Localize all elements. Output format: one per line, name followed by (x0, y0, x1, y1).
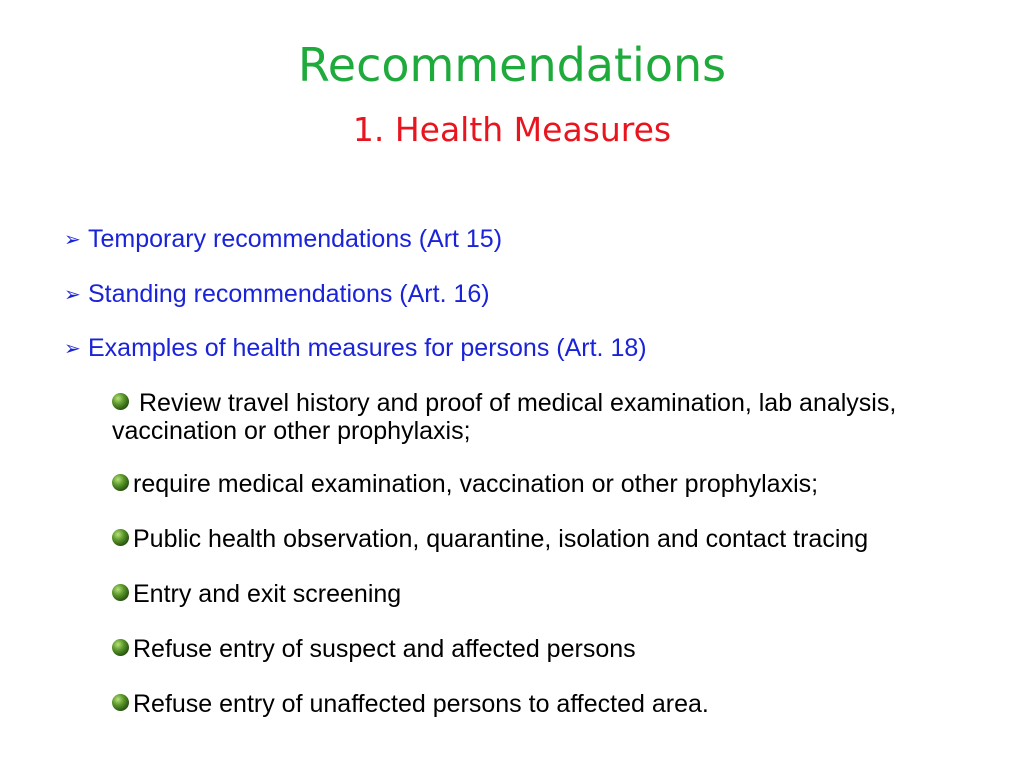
bullet-standing-recommendations (64, 279, 490, 310)
green-ball-bullet-icon (112, 694, 129, 711)
slide-subtitle: 1. Health Measures (352, 110, 672, 149)
green-ball-bullet-icon (112, 393, 129, 410)
sub-bullet-entry-exit-screening (112, 580, 401, 608)
sub-bullet-text: Refuse entry of suspect and affected persons (133, 635, 636, 663)
bullet-text: Standing recommendations (Art. 16) (88, 280, 490, 308)
sub-bullet-text: Review travel history and proof of medical examination, lab analysis, vaccination or other prophylaxis; (112, 389, 897, 445)
bullet-text: Temporary recommendations (Art 15) (88, 225, 503, 253)
sub-bullet-refuse-entry-unaffected (112, 690, 709, 718)
green-ball-bullet-icon (112, 529, 129, 546)
sub-bullet-public-health-observation (112, 525, 868, 553)
slide-title: Recommendations (297, 38, 727, 92)
sub-bullet-text: Refuse entry of unaffected persons to affected area. (133, 690, 709, 718)
sub-bullet-text: Public health observation, quarantine, isolation and contact tracing (133, 525, 869, 553)
sub-bullet-refuse-entry-suspect (112, 635, 636, 663)
bullet-text: Examples of health measures for persons (Art. 18) (88, 334, 647, 362)
green-ball-bullet-icon (112, 639, 129, 656)
sub-bullet-text: Entry and exit screening (133, 580, 402, 608)
sub-bullet-text: require medical examination, vaccination or other prophylaxis; (133, 470, 819, 498)
sub-bullet-require-medical-examination (112, 470, 818, 498)
bullet-temporary-recommendations (64, 224, 502, 255)
arrow-bullet-icon: ➢ (64, 229, 81, 251)
sub-bullet-review-travel-history (112, 389, 912, 445)
green-ball-bullet-icon (112, 474, 129, 491)
arrow-bullet-icon: ➢ (64, 284, 81, 306)
arrow-bullet-icon: ➢ (64, 338, 81, 360)
green-ball-bullet-icon (112, 584, 129, 601)
bullet-examples-health-measures (64, 333, 647, 364)
